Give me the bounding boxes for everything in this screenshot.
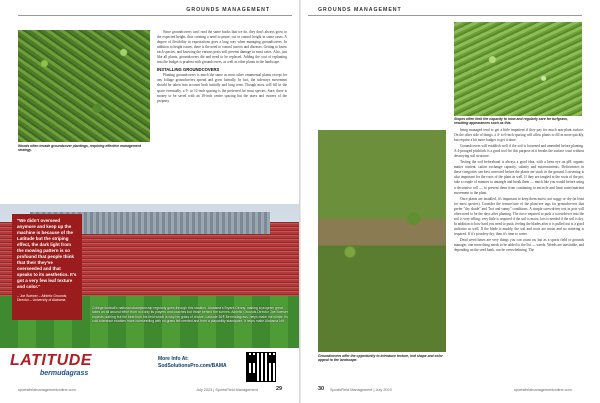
header-rule-right xyxy=(308,15,582,16)
right-body-paragraph: being managed tend to get a little impatient if they pay for much non-plant surface. On the other side of things, a 4- to 6-inch spacing will allow plants to fill in more quickly, but require a bit more budget to get it done. xyxy=(454,128,584,143)
more-info-label: More Info At: xyxy=(158,356,189,362)
footer-url-left: sportsfieldmanagementonline.com xyxy=(18,388,76,392)
running-head-left: GROUNDS MANAGEMENT xyxy=(186,7,270,13)
right-body-paragraph: Groundcovers will establish well if the soil is loosened and amended before planting. A 4-pronged pitchfork is a good tool for this purpose as it breaks the surface crust without destroying soil structure. xyxy=(454,144,584,159)
footer-issue-right: SportsField Management | July 2023 xyxy=(330,388,392,392)
testimonial-attribution: – Joe Boewer – Athletic Grounds Director – University of Alabama xyxy=(17,294,67,303)
left-section-paragraph: Planting groundcovers is much the same as most other ornamental plants except for any foliage groundcovers spread and grow laterally. In fact, the sideways movement should be taken into account both initially and long term. Though most will fill in the space eventually, a 9- or 12-inch spacing is the preferred for most species. Sure, there is money to be saved with an 18-inch center spacing but the users and owners of the property. xyxy=(157,73,287,103)
right-body-paragraph: Dead weed bases are very things you can count on, but as a sports field or grounds manager, one more thing needs to be added to the list — weeds. Weeds are inevitable, and depending on the seed bank, can be overwhelming. The xyxy=(454,237,584,253)
header-rule-left xyxy=(18,15,292,16)
ad-footer-band xyxy=(0,348,300,390)
right-bottom-photo-caption: Groundcovers offer the opportunity to introduce texture, leaf shape and color appeal to the landscape. xyxy=(318,354,443,363)
logo-wordmark: LATITUDE xyxy=(10,352,92,369)
slope-turf-photo xyxy=(454,22,582,116)
page-spine xyxy=(299,0,301,403)
more-info-block xyxy=(158,356,227,369)
more-info-link[interactable]: SodSolutionsPro.com/BAMA xyxy=(158,362,227,369)
section-heading: INSTALLING GROUNDCOVERS xyxy=(157,67,220,73)
right-body-paragraph: Testing the soil beforehand is always a good idea, with a keen eye on pH, organic matter content, cation exchange capacity, salinity and micronutrients. Deficiencies in these categories can best corrected before the plants are stuck in the ground. Loosening is also important for the roots of the plant as well. If they are tangled at the roots of the pot, take a couple of minutes to untangle and break them — much like you would before using a decorative roll — to prevent them from continuing to encircle and limit water/nutrient movement to the plant. xyxy=(454,160,584,195)
weeds-groundcover-photo xyxy=(18,30,150,142)
footer-url-right: sportsfieldmanagementonline.com xyxy=(514,388,572,392)
testimonial-quote-box xyxy=(12,214,82,320)
left-article-column xyxy=(157,30,287,202)
latitude-logo xyxy=(10,352,120,382)
latitude-advertisement[interactable] xyxy=(0,204,300,390)
logo-subtitle: bermudagrass xyxy=(40,370,89,377)
right-page xyxy=(300,0,600,403)
textured-groundcover-photo xyxy=(318,130,446,352)
running-head-right: GROUNDS MANAGEMENT xyxy=(318,7,402,13)
page-number-left: 29 xyxy=(276,386,283,392)
qr-code-icon[interactable] xyxy=(246,352,276,382)
footer-issue-left: July 2023 | SportsField Management xyxy=(196,388,258,392)
page-number-right: 30 xyxy=(318,386,325,392)
right-article-column xyxy=(454,128,584,386)
left-photo-caption: Woods often invade groundcover plantings, requiring effective management strategy. xyxy=(18,144,141,153)
right-top-photo-caption: Slopes often limit the capacity to mow and regularly care for turfgrass, resulting appearances such as this. xyxy=(454,117,568,126)
right-body-paragraph: Once plants are installed, it's important to keep them moist, not soggy or dry (at least for most species). Consider the texture/size of the plant-see tags for groundcovers that prefer "dry shade" and "hot and sunny" conditions. A simple screwdriver test in pots will often need to be the days after planting. The force required to push a screwdriver into the soil is very telling: very little is required if the soil is moist, lots is needed if the soil is dry. In addition to how hard you need to push, feeling the blades after it is pulled out is a good indicator as well. If the blade is muddy, the soil and roots are moist and no watering is required. If it's powdery dry, then it's time to water. xyxy=(454,196,584,236)
left-body-paragraph: Since groundcovers can't read the same books that we do, they don't always grow to the expected height, thus creating a need to prune, cut or control height in some cases. A degree of flexibility in expectations goes a long way when managing groundcovers. In addition to height issues, there is the need to control insects and diseases. Getting to know each species, and knowing the various pests will prevent damage in most cases. Also, just like all plants, groundcovers die and need to be replaced. Adding the cost of replanting into the budget is prudent with groundcovers, as well as other plants in the landscape. xyxy=(157,30,287,65)
testimonial-quote: "We didn't overseed anymore and keep up the machine is because of the Latitude but the striping effect, the dark light from the mowing pattern is so profound that people think that their they've overseeded and that speaks to its aesthetics. It's got a very few leaf texture and color." xyxy=(17,218,77,289)
ad-body-text: College football's national championship regularly goes through this stadium. Alabama's Bryant-Denny, making a program great takes an all around effort from not only its players and coaches but those behind the scenes. Athletic Grounds Director Joe Boewer expects nothing but the best from his field which is why his grass of choice, Latitude 36® Bermudagrass. helps make the winter. Its cold tolerance enables more overseeding with no grass left needed and from a playability standpoint, it helps make Alabama NH. xyxy=(92,306,288,324)
